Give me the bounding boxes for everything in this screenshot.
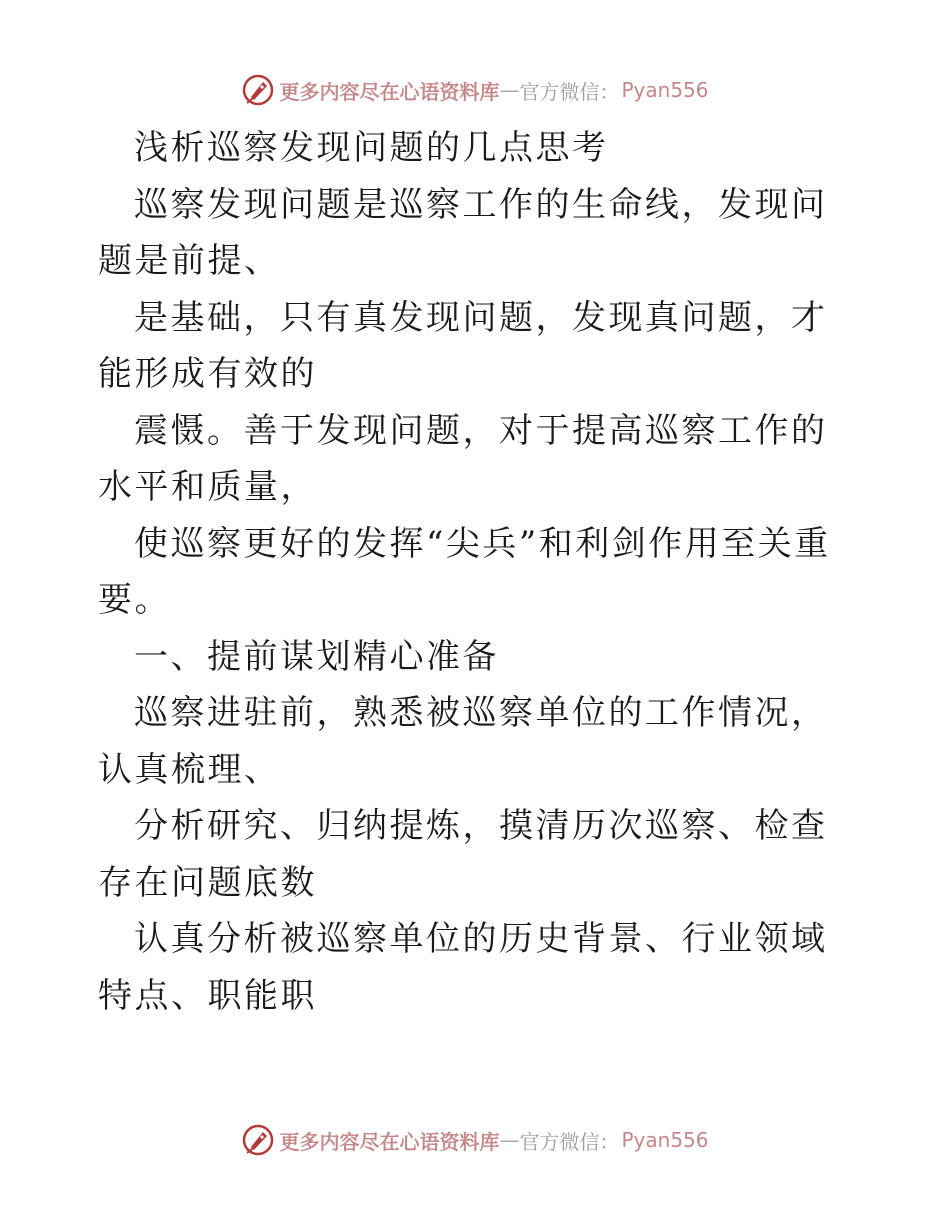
- header-dash: —: [499, 78, 520, 102]
- header-brand-text: 更多内容尽在心语资料库: [279, 79, 500, 104]
- document-paragraph: 分析研究、归纳提炼，摸清历次巡察、检查存在问题底数: [98, 806, 828, 903]
- document-paragraph: 认真分析被巡察单位的历史背景、行业领域特点、职能职: [98, 919, 828, 1016]
- pen-nib-logo-icon: [241, 73, 275, 107]
- footer-banner: [0, 1120, 950, 1160]
- document-paragraph: 巡察发现问题是巡察工作的生命线，发现问题是前提、: [98, 184, 828, 281]
- header-official-label: 官方微信: [519, 79, 600, 104]
- document-body: [98, 120, 858, 1024]
- document-paragraph: 巡察进驻前，熟悉被巡察单位的工作情况，认真梳理、: [98, 693, 828, 790]
- section-heading: 一、提前谋划精心准备: [134, 636, 499, 677]
- footer-dash: —: [499, 1128, 520, 1152]
- footer-colon: ：: [599, 1129, 620, 1154]
- document-paragraph: 是基础，只有真发现问题，发现真问题，才能形成有效的: [98, 297, 828, 394]
- document-paragraph: 使巡察更好的发挥“尖兵”和利剑作用至关重要。: [98, 523, 831, 620]
- footer-brand-text: 更多内容尽在心语资料库: [279, 1129, 500, 1154]
- header-banner: [0, 70, 950, 110]
- document-paragraph: 震慑。善于发现问题，对于提高巡察工作的水平和质量，: [98, 410, 828, 507]
- footer-wechat-id: Pyan556: [621, 1128, 709, 1152]
- document-title: 浅析巡察发现问题的几点思考: [134, 128, 609, 168]
- header-colon: ：: [599, 79, 620, 104]
- pen-nib-logo-icon: [241, 1123, 275, 1157]
- header-wechat-id: Pyan556: [621, 78, 709, 102]
- footer-official-label: 官方微信: [519, 1129, 600, 1154]
